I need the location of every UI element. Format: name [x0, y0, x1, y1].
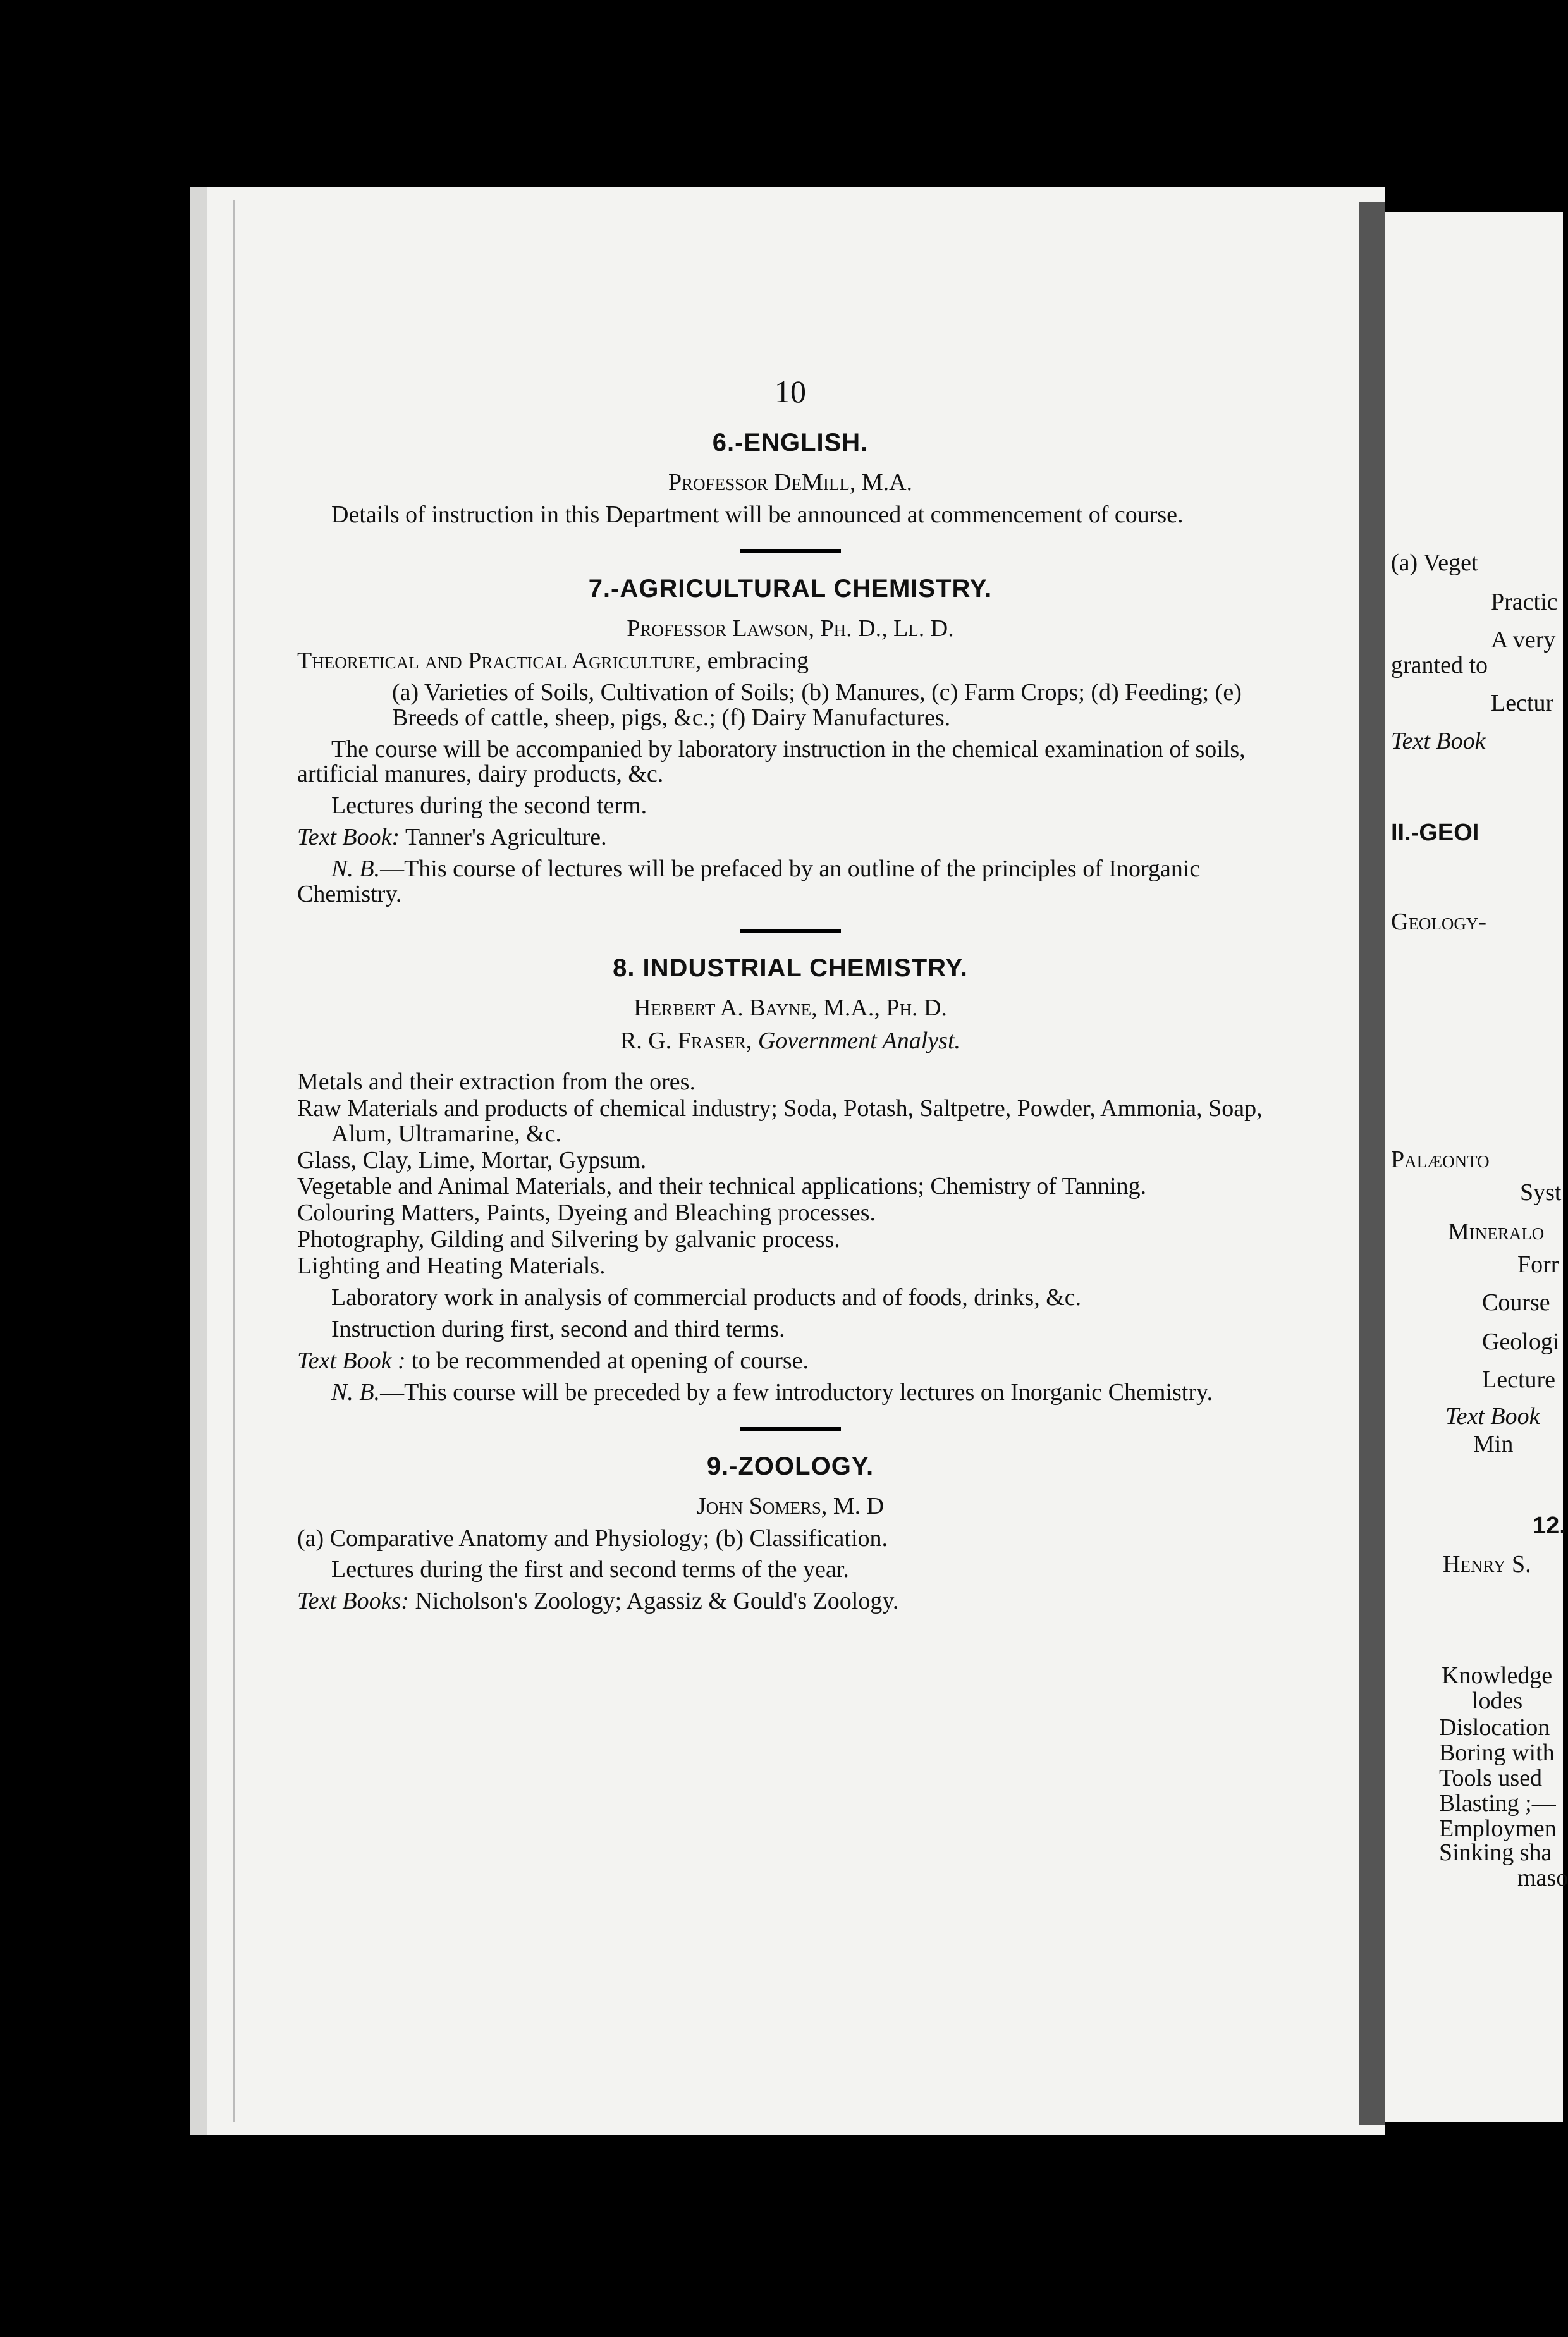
right-fragment: Geology-	[1391, 909, 1487, 935]
right-fragment: Tools used	[1439, 1765, 1543, 1791]
right-fragment: granted to	[1391, 652, 1488, 678]
page-number: 10	[775, 374, 806, 409]
industrial-instruction: Instruction during first, second and third terms.	[331, 1315, 785, 1342]
agri-items: (a) Varieties of Soils, Cultivation of Soils; (b) Manures, (c) Farm Crops; (d) Feeding; (e) Breeds of cattle, sheep, pigs, &c.; (f) Dairy Manufactures.	[392, 678, 1242, 731]
right-fragment: Min	[1473, 1431, 1514, 1457]
right-fragment: II.-GEOI	[1391, 819, 1479, 846]
right-fragment: A very	[1491, 627, 1556, 653]
right-fragment: Lecture	[1482, 1366, 1556, 1393]
industrial-nb: N. B.—This course will be preceded by a few introductory lectures on Inorganic Chemistry.	[331, 1378, 1213, 1406]
industrial-line: Vegetable and Animal Materials, and their technical applications; Chemistry of Tanning.	[297, 1173, 1147, 1200]
right-fragment: Sinking sha	[1439, 1839, 1552, 1866]
right-fragment: Geologi	[1482, 1328, 1560, 1355]
zoology-item: (a) Comparative Anatomy and Physiology; (b) Classification.	[297, 1524, 888, 1552]
right-fragment: Practic	[1491, 589, 1558, 615]
right-fragment: Employmen	[1439, 1815, 1557, 1842]
right-fragment: Course	[1482, 1289, 1550, 1316]
right-fragment: Text Book	[1391, 728, 1486, 754]
agri-lectures: Lectures during the second term.	[331, 792, 647, 819]
industrial-heading: 8. INDUSTRIAL CHEMISTRY.	[613, 954, 968, 982]
right-fragment: Henry S.	[1443, 1551, 1531, 1578]
agri-course: The course will be accompanied by laboratory instruction in the chemical examination of soils, artificial manures, dairy products, &c.	[297, 735, 1246, 788]
industrial-line: Colouring Matters, Paints, Dyeing and Bleaching processes.	[297, 1199, 876, 1227]
book-gutter	[1359, 202, 1385, 2125]
industrial-lab: Laboratory work in analysis of commercial products and of foods, drinks, &c.	[331, 1284, 1082, 1311]
right-fragment: Dislocation	[1439, 1714, 1550, 1741]
right-fragment: Palæonto	[1391, 1146, 1490, 1173]
right-fragment: Knowledge	[1442, 1662, 1553, 1689]
right-fragment: maso	[1517, 1865, 1568, 1891]
section-divider	[740, 1427, 841, 1431]
right-fragment: Mineralo	[1448, 1218, 1545, 1245]
agri-nb: N. B.—This course of lectures will be prefaced by an outline of the principles of Inorganic Chemistry.	[297, 856, 1201, 908]
zoology-professor: John Somers, M. D	[696, 1492, 885, 1519]
section-divider	[740, 549, 841, 553]
agri-textbook: Text Book: Tanner's Agriculture.	[297, 824, 607, 851]
right-fragment: (a) Veget	[1391, 549, 1478, 576]
industrial-professor-1: Herbert A. Bayne, M.A., Ph. D.	[634, 994, 947, 1021]
right-fragment: Text Book	[1445, 1403, 1540, 1430]
zoology-lectures: Lectures during the first and second terms of the year.	[331, 1556, 849, 1583]
industrial-line: Glass, Clay, Lime, Mortar, Gypsum.	[297, 1146, 647, 1174]
zoology-textbook: Text Books: Nicholson's Zoology; Agassiz & Gould's Zoology.	[297, 1588, 899, 1615]
zoology-heading: 9.-ZOOLOGY.	[706, 1452, 874, 1480]
right-fragment: Syst	[1520, 1179, 1562, 1206]
industrial-line: Metals and their extraction from the ores.	[297, 1068, 695, 1095]
industrial-line: Raw Materials and products of chemical industry; Soda, Potash, Saltpetre, Powder, Ammonia, Soap, Alum, Ultramarine, &c.	[297, 1095, 1263, 1147]
english-heading: 6.-ENGLISH.	[712, 429, 869, 457]
english-professor: Professor DeMill, M.A.	[668, 469, 913, 496]
right-fragment: 12.	[1533, 1512, 1566, 1539]
right-fragment: Forr	[1517, 1251, 1559, 1278]
agri-embracing: Theoretical and Practical Agriculture, embracing	[297, 647, 809, 674]
left-page-content	[297, 373, 1283, 1621]
agri-professor: Professor Lawson, Ph. D., Ll. D.	[627, 615, 954, 642]
right-fragment: Blasting ;—	[1439, 1790, 1556, 1817]
industrial-professor-2: R. G. Fraser, Government Analyst.	[620, 1027, 961, 1054]
right-fragment: Lectur	[1491, 690, 1554, 716]
right-fragment: Boring with	[1439, 1739, 1555, 1766]
english-details: Details of instruction in this Department will be announced at commencement of course.	[331, 501, 1184, 528]
industrial-line: Photography, Gilding and Silvering by galvanic process.	[297, 1226, 840, 1253]
right-fragment: lodes	[1472, 1688, 1523, 1714]
industrial-textbook: Text Book : to be recommended at opening of course.	[297, 1347, 809, 1374]
industrial-line: Lighting and Heating Materials.	[297, 1253, 606, 1280]
section-divider	[740, 929, 841, 933]
agri-heading: 7.-AGRICULTURAL CHEMISTRY.	[588, 574, 993, 603]
